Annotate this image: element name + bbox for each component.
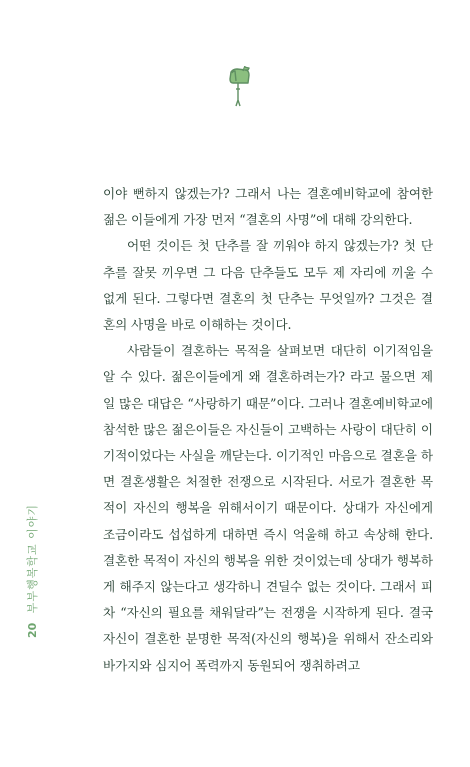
paragraph-3: 사람들이 결혼하는 목적을 살펴보면 대단히 이기적임을 알 수 있다. 젊은이들에게 왜 결혼하려는가? 라고 물으면 제일 많은 대답은 “사랑하기 때문”이다. 그러나 결혼예비학교에 참석한 많은 젊은이들은 자신들이 고백하는 사랑이 대단히 이기적이었다는 사실을 깨닫는다. 이기적인 마음으로 결혼을 하면 결혼생활은 처절한 전쟁으로 시작된다. 서로가 결혼한 목적이 자신의 행복을 위해서이기 때문이다. 상대가 자신에게 조금이라도 섭섭하게 대하면 즉시 억울해 하고 속상해 한다. 결혼한 목적이 자신의 행복을 위한 것이었는데 상대가 행복하게 해주지 않는다고 생각하니 견딜수 없는 것이다. 그래서 피차 “자신의 필요를 채워달라”는 전쟁을 시작하게 된다. 결국 자신이 결혼한 분명한 목적(자신의 행복)을 위해서 잔소리와 바가지와 심지어 폭력까지 동원되어 쟁취하려고 bbox=[103, 343, 433, 673]
body-text bbox=[103, 181, 433, 679]
mailbox-icon bbox=[225, 66, 251, 108]
running-footer bbox=[24, 504, 40, 638]
paragraph-1: 이야 뻔하지 않겠는가? 그래서 나는 결혼예비학교에 참여한 젊은 이들에게 가장 먼저 “결혼의 사명”에 대해 강의한다. bbox=[103, 186, 433, 228]
paragraph-2: 어떤 것이든 첫 단추를 잘 끼워야 하지 않겠는가? 첫 단추를 잘못 끼우면 그 다음 단추들도 모두 제 자리에 끼울 수 없게 된다. 그렇다면 결혼의 첫 단추는 무엇일까? 그것은 결혼의 사명을 바로 이해하는 것이다. bbox=[103, 238, 433, 333]
page-number: 20 bbox=[26, 622, 39, 638]
running-title: 부부행복학교 이야기 bbox=[26, 504, 39, 614]
